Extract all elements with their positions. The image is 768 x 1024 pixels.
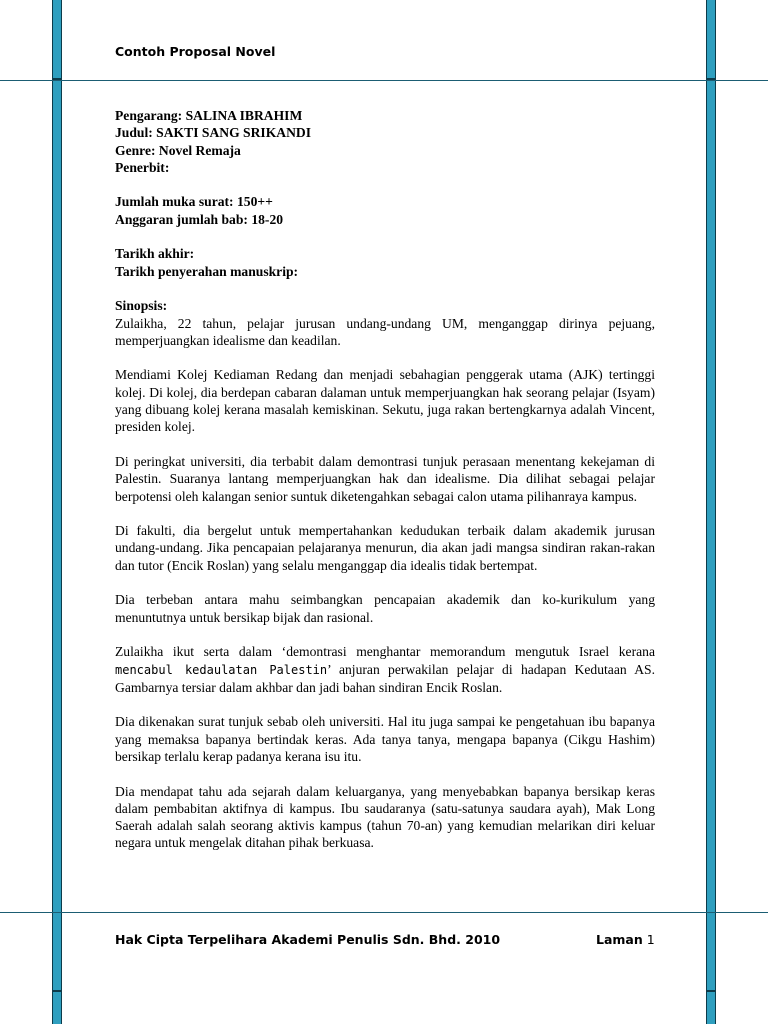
- synopsis-heading: Sinopsis:: [115, 298, 168, 314]
- copyright-notice: Hak Cipta Terpelihara Akademi Penulis Sdn. Bhd. 2010: [115, 932, 501, 947]
- paragraph-text: Zulaikha ikut serta dalam ‘demontrasi menghantar memorandum mengutuk Israel kerana: [115, 644, 655, 660]
- paragraph-text: ’ anjuran perwakilan pelajar di hadapan Kedutaan AS. Gambarnya tersiar dalam akhbar dan jadi bahan sindiran Encik Roslan.: [115, 661, 655, 695]
- title-line: Judul: SAKTI SANG SRIKANDI: [115, 125, 312, 141]
- synopsis-paragraph: Dia mendapat tahu ada sejarah dalam keluarganya, yang menyebabkan bapanya bersikap keras dalam pembabitan aktifnya di kampus. Ibu saudaranya (satu-satunya saudara ayah), Mak Long Saerah adalah salah seorang aktivis kampus (tahun 70-an) yang kemudian melarikan diri keluar negara untuk mengelak ditahan pihak berkuasa.: [115, 783, 655, 851]
- submission-date-line: Tarikh penyerahan manuskrip:: [115, 263, 299, 279]
- synopsis-paragraph: [115, 643, 655, 696]
- synopsis-paragraph: Dia terbeban antara mahu seimbangkan pencapaian akademik dan ko-kurikulum yang menuntutnya untuk bersikap bijak dan rasional.: [115, 592, 655, 625]
- chapter-count-line: Anggaran jumlah bab: 18-20: [115, 211, 284, 227]
- page-count-line: Jumlah muka surat: 150++: [115, 194, 273, 210]
- monospace-phrase: mencabul kedaulatan Palestin: [115, 662, 328, 677]
- left-border-decoration: [52, 0, 62, 1024]
- publisher-line: Penerbit:: [115, 159, 170, 175]
- synopsis-paragraph: Mendiami Kolej Kediaman Redang dan menjadi sebahagian penggerak utama (AJK) tertinggi kolej. Di kolej, dia berdepan cabaran dalaman untuk memperjuangkan hak seorang pelajar (Isyam) yang dibuang kolej kerana masalah kemiskinan. Sekutu, juga rakan bertengkarnya adalah Vincent, presiden kolej.: [115, 367, 655, 435]
- synopsis-paragraph: Dia dikenakan surat tunjuk sebab oleh universiti. Hal itu juga sampai ke pengetahuan ibu bapanya yang memaksa bapanya bertindak keras. Ada tanya tanya, mengapa bapanya (Cikgu Hashim) bersikap terlalu kerap padanya kerana isu itu.: [115, 714, 655, 764]
- border-tick: [53, 990, 61, 992]
- header-divider: [0, 80, 768, 81]
- genre-line: Genre: Novel Remaja: [115, 142, 241, 158]
- synopsis-paragraph: Zulaikha, 22 tahun, pelajar jurusan undang-undang UM, menganggap dirinya pejuang, memperjuangkan idealisme dan keadilan.: [115, 315, 655, 348]
- page-number: 1: [646, 932, 655, 947]
- synopsis-paragraph: Di peringkat universiti, dia terbabit dalam demontrasi tunjuk perasaan menentang kekejaman di Palestin. Suaranya lantang memperjuangkan hak dan idealisme. Dia dilihat sebagai pelajar berpotensi oleh kalangan senior suntuk diketengahkan sebagai calon utama pilihanraya kampus.: [115, 453, 655, 504]
- page-label: Laman: [596, 932, 643, 947]
- page-indicator: [596, 932, 655, 947]
- document-body: [115, 107, 655, 869]
- footer-divider: [0, 912, 768, 913]
- spacer: [115, 228, 655, 245]
- deadline-line: Tarikh akhir:: [115, 246, 195, 262]
- page-header-title: Contoh Proposal Novel: [115, 44, 276, 59]
- border-tick: [707, 990, 715, 992]
- spacer: [115, 280, 655, 297]
- right-border-decoration: [706, 0, 716, 1024]
- spacer: [115, 176, 655, 193]
- synopsis-paragraph: Di fakulti, dia bergelut untuk mempertahankan kedudukan terbaik dalam akademik jurusan undang-undang. Jika pencapaian pelajaranya menurun, dia akan jadi mangsa sindiran rakan-rakan dan tutor (Encik Roslan) yang selalu menganggap dia idealis tidak bertempat.: [115, 523, 655, 573]
- author-line: Pengarang: SALINA IBRAHIM: [115, 108, 303, 123]
